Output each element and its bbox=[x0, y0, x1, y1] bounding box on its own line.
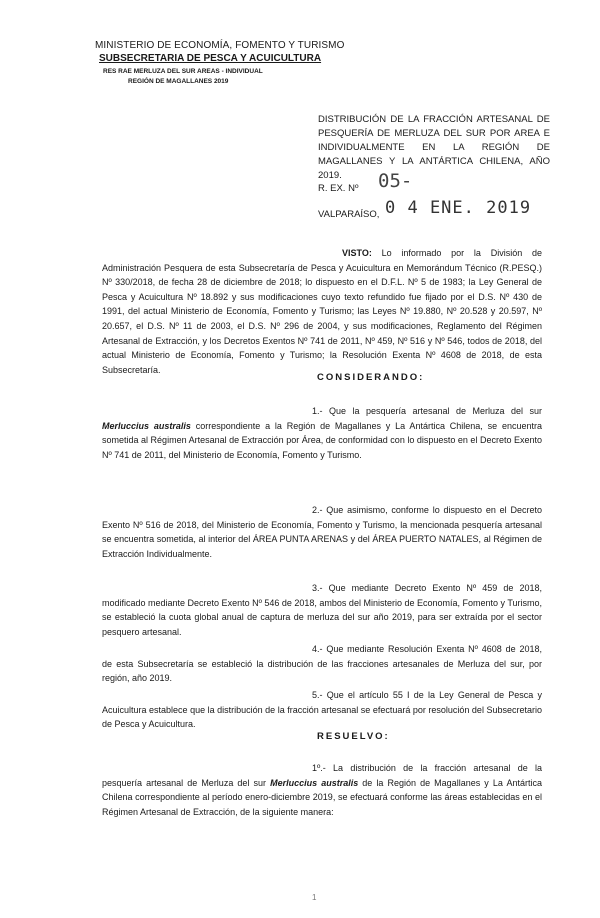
resuelvo-heading: RESUELVO: bbox=[317, 731, 390, 742]
visto-text: Lo informado por la División de Administración Pesquera de esta Subsecretaría de Pesca y Acuicultura en Memorándum Técnico (R.PESQ.) Nº 330/2018, de fecha 28 de diciembre de 2018; lo dispuesto en el D.F.L. Nº 5 de 1983; la Ley General de Pesca y Acuicultura Nº 18.892 y sus modificaciones cuyo texto refundido fue fijado por el D.S. Nº 430 de 1991, del actual Ministerio de Economía, Fomento y Turismo; las Leyes Nº 19.880, Nº 20.528 y 20.597, Nº 20.657, el D.S. Nº 11 de 2003, el D.S. Nº 296 de 2004, y sus modificaciones, Reglamento del Régimen Artesanal de Extracción, y los Decretos Exentos Nº 741 de 2011, Nº 459, Nº 516 y Nº 546, todos de 2018, del actual Ministerio de Economía, Fomento y Turismo; la Resolución Exenta Nº 4608 de 2018, de esta Subsecretaría. bbox=[102, 248, 542, 375]
visto-paragraph bbox=[102, 246, 542, 377]
reference-line-2: REGIÓN DE MAGALLANES 2019 bbox=[128, 78, 229, 85]
page-number: 1 bbox=[312, 893, 317, 902]
considerando-paragraph-2: 2.- Que asimismo, conforme lo dispuesto en el Decreto Exento Nº 516 de 2018, del Ministerio de Economía, Fomento y Turismo, la mencionada pesquería artesanal se encuentra sometida, al interior del ÁREA PUNTA ARENAS y del ÁREA PUERTO NATALES, al Régimen de Extracción Individualmente. bbox=[102, 505, 542, 559]
p1-text-a: 1.- Que la pesquería artesanal de Merluza del sur bbox=[312, 406, 542, 416]
considerando-paragraph-5: 5.- Que el artículo 55 I de la Ley General de Pesca y Acuicultura establece que la distribución de la fracción artesanal se efectuará por resolución del Subsecretario de Pesca y Acuicultura. bbox=[102, 690, 542, 730]
considerando-paragraph-1 bbox=[102, 404, 542, 462]
reference-line-1: RES RAE MERLUZA DEL SUR AREAS - INDIVIDUAL bbox=[103, 68, 263, 75]
subsecretaria-header: SUBSECRETARIA DE PESCA Y ACUICULTURA bbox=[99, 53, 322, 64]
date-stamp: 0 4 ENE. 2019 bbox=[385, 198, 532, 218]
visto-label: VISTO: bbox=[342, 248, 372, 258]
r1-text-b: de la Región de Magallanes y La Antártica Chilena correspondiente al período enero-diciembre 2019, se efectuará conforme las áreas establecidas en el Régimen Artesanal de Extracción, de la siguiente manera: bbox=[102, 777, 542, 817]
considerando-heading: CONSIDERANDO: bbox=[317, 372, 425, 383]
considerando-paragraph-4: 4.- Que mediante Resolución Exenta Nº 4608 de 2018, de esta Subsecretaría se estableció la distribución de las fracciones artesanales de Merluza del sur, por región, año 2019. bbox=[102, 644, 542, 684]
considerando-paragraph-3: 3.- Que mediante Decreto Exento Nº 459 de 2018, modificado mediante Decreto Exento Nº 546 de 2018, ambos del Ministerio de Economía, Fomento y Turismo, se estableció la cuota global anual de captura de merluza del sur año 2019, para ser extraída por el sector pesquero artesanal. bbox=[102, 583, 543, 637]
rex-number-stamp: 05- bbox=[378, 170, 413, 192]
city-label: VALPARAÍSO, bbox=[318, 209, 380, 220]
ministry-header: MINISTERIO DE ECONOMÍA, FOMENTO Y TURISMO bbox=[95, 40, 345, 51]
resolution-title: DISTRIBUCIÓN DE LA FRACCIÓN ARTESANAL DE PESQUERÍA DE MERLUZA DEL SUR POR AREA E INDIVIDUALMENTE EN LA REGIÓN DE MAGALLANES Y LA ANTÁRTICA CHILENA, AÑO 2019. bbox=[318, 114, 550, 181]
p1-text-b: correspondiente a la Región de Magallanes y La Antártica Chilena, se encuentra sometida al Régimen Artesanal de Extracción por Área, de conformidad con lo dispuesto en el Decreto Exento Nº 741 de 2011, del Ministerio de Economía, Fomento y Turismo. bbox=[102, 420, 542, 460]
species-name-resuelvo: Merluccius australis bbox=[270, 777, 359, 788]
species-name: Merluccius australis bbox=[102, 420, 191, 431]
r1-text-a: 1º.- La distribución de la fracción artesanal de la pesquería artesanal de Merluza del sur bbox=[102, 763, 542, 788]
rex-label: R. EX. Nº bbox=[318, 183, 359, 194]
resuelvo-paragraph-1 bbox=[102, 761, 542, 819]
